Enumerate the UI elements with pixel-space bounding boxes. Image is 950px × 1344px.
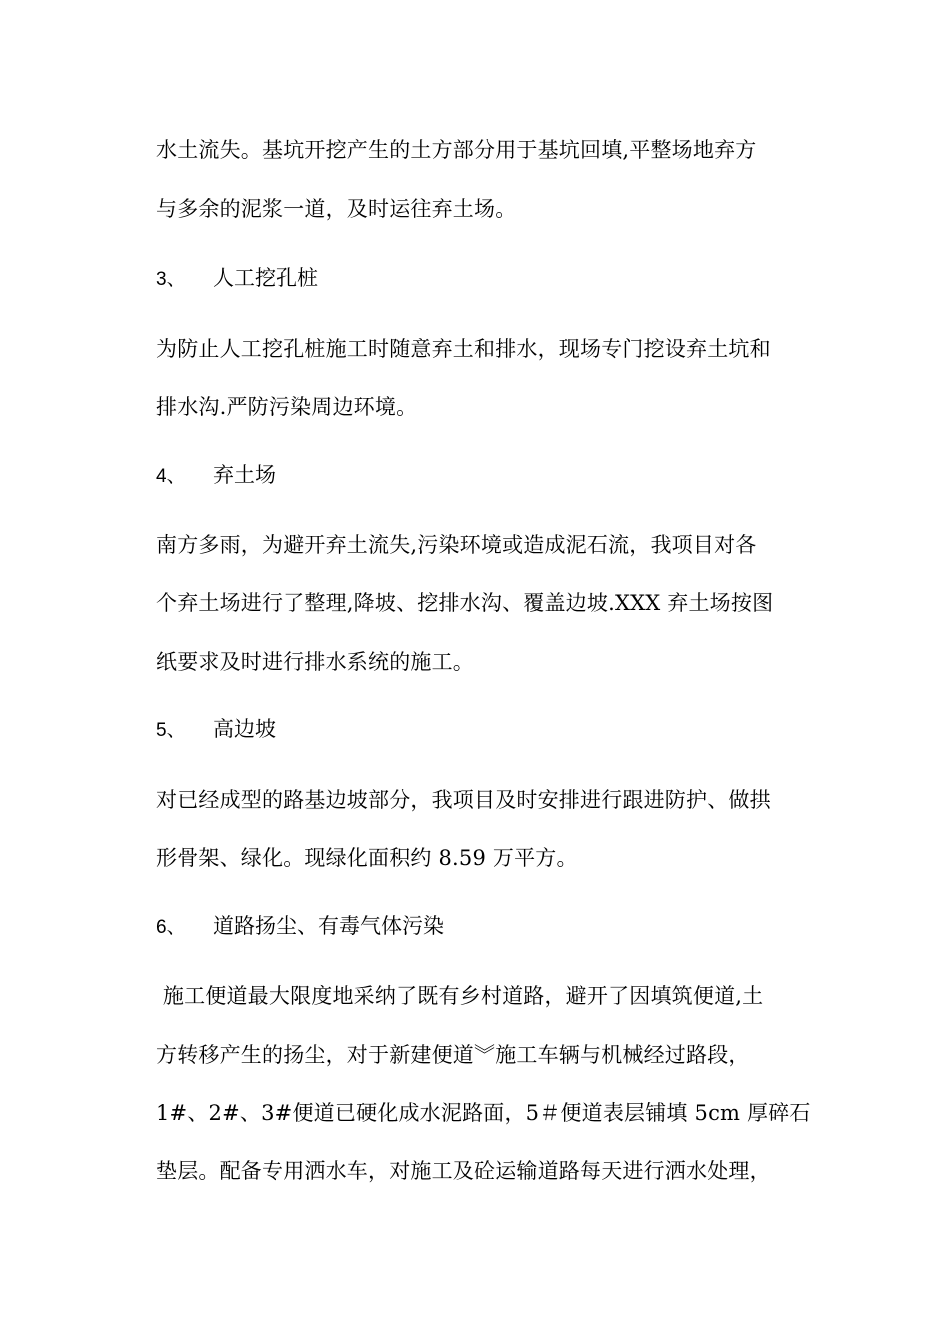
section-number: 3、	[156, 269, 186, 290]
section-number: 5、	[156, 720, 186, 741]
paragraph-line: 对已经成型的路基边坡部分，我项目及时安排进行跟进防护、做拱	[156, 788, 771, 812]
paragraph-line: 水土流失。基坑开挖产生的土方部分用于基坑回填,平整场地弃方	[156, 138, 757, 162]
section-heading	[156, 715, 276, 745]
paragraph-line: 纸要求及时进行排水系统的施工。	[156, 650, 474, 674]
section-title: 人工挖孔桩	[213, 266, 318, 290]
paragraph-line: 个弃土场进行了整理,降坡、挖排水沟、覆盖边坡.XXX 弃土场按图	[156, 591, 774, 615]
section-heading	[156, 461, 276, 491]
paragraph-line: 形骨架、绿化。现绿化面积约 8.59 万平方。	[156, 846, 578, 870]
section-number: 6、	[156, 917, 186, 938]
section-heading	[156, 912, 444, 942]
paragraph-line: 排水沟.严防污染周边环境。	[156, 395, 418, 419]
section-title: 道路扬尘、有毒气体污染	[213, 914, 444, 938]
paragraph-line: 垫层。配备专用洒水车，对施工及砼运输道路每天进行洒水处理，	[156, 1159, 771, 1183]
paragraph-line: 1#、2#、3#便道已硬化成水泥路面，5＃便道表层铺填 5cm 厚碎石	[156, 1101, 811, 1125]
section-number: 4、	[156, 466, 186, 487]
section-title: 弃土场	[213, 463, 276, 487]
paragraph-line: 与多余的泥浆一道，及时运往弃土场。	[156, 197, 517, 221]
paragraph-line: 南方多雨，为避开弃土流失,污染环境或造成泥石流，我项目对各	[156, 533, 757, 557]
paragraph-line: 方转移产生的扬尘，对于新建便道︾施工车辆与机械经过路段，	[156, 1043, 750, 1067]
paragraph-line: 施工便道最大限度地采纳了既有乡村道路，避开了因填筑便道,土	[156, 984, 764, 1008]
section-title: 高边坡	[213, 717, 276, 741]
section-heading	[156, 264, 318, 294]
paragraph-line: 为防止人工挖孔桩施工时随意弃土和排水，现场专门挖设弃土坑和	[156, 337, 771, 361]
